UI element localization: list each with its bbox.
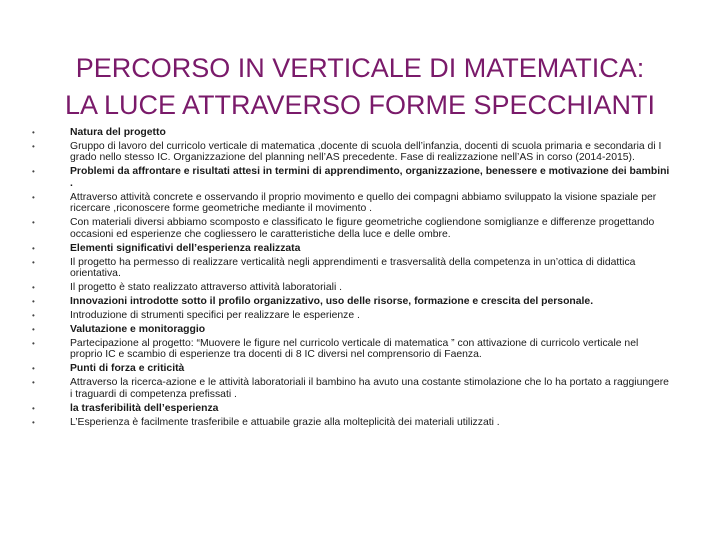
bullet-icon: • [32,403,35,413]
list-item-text: Attraverso la ricerca-azione e le attività laboratoriali il bambino ha avuto una costante stimolazione che lo ha portato a raggiungere i traguardi di competenza prefissati . [70,377,669,400]
list-item-text: Partecipazione al progetto: “Muovere le figure nel curricolo verticale di matematica ” con attivazione di curricolo verticale nel proprio IC e scambio di esperienze tra docenti di 8 IC diversi nel comprensorio di Faenza. [70,337,639,361]
list-item-text: Innovazioni introdotte sotto il profilo organizzativo, uso delle risorse, formazione e crescita del personale. [70,296,594,308]
list-item-text: Natura del progetto [70,127,166,138]
list-item [32,377,672,400]
bullet-icon: • [32,243,35,253]
bullet-icon: • [32,297,35,307]
list-item [32,166,672,189]
list-item [32,127,672,139]
bullet-icon: • [32,378,35,388]
list-item-text: L’Esperienza è facilmente trasferibile e attuabile grazie alla molteplicità dei materiali utilizzati . [70,416,500,428]
bullet-icon: • [32,141,35,151]
list-item-text: Attraverso attività concrete e osservando il proprio movimento e quello dei compagni abbiamo sviluppato la visione spaziale per ricercare ,riconoscere forme geometriche mediante il movimento . [70,191,657,215]
list-item-text: Problemi da affrontare e risultati attesi in termini di apprendimento, organizzazione, benessere e motivazione dei bambini . [70,166,670,189]
bullet-icon: • [32,283,35,293]
bullet-icon: • [32,192,35,202]
bullet-icon: • [32,218,35,228]
slide-title [40,50,680,124]
bullet-list [32,127,672,430]
list-item-text: Il progetto è stato realizzato attraverso attività laboratoriali . [70,282,343,294]
list-item [32,192,672,215]
list-item-text: Valutazione e monitoraggio [70,323,206,335]
bullet-icon: • [32,338,35,348]
list-item [32,243,672,255]
list-item [32,141,672,164]
list-item [32,310,672,322]
list-item [32,324,672,336]
list-item [32,282,672,294]
list-item-text: Elementi significativi dell’esperienza realizzata [70,242,301,254]
list-item [32,296,672,308]
title-line-1: PERCORSO IN VERTICALE DI MATEMATICA: [75,53,645,84]
list-item [32,257,672,280]
bullet-icon: • [32,310,35,320]
bullet-icon: • [32,417,35,427]
list-item-text: Introduzione di strumenti specifici per realizzare le esperienze . [70,309,360,321]
bullet-icon: • [32,167,35,177]
list-item [32,363,672,375]
bullet-icon: • [32,364,35,374]
title-line-2: LA LUCE ATTRAVERSO FORME SPECCHIANTI [64,90,656,121]
bullet-icon: • [32,324,35,334]
list-item [32,338,672,361]
list-item-text: la trasferibilità dell’esperienza [70,402,219,414]
list-item-text: Con materiali diversi abbiamo scomposto e classificato le figure geometriche cogliendone somiglianze e differenze progettando occasioni ed esperienze che cogliessero le caratteristiche della luce e delle ombre. [70,217,655,240]
list-item [32,403,672,415]
list-item [32,417,672,429]
list-item-text: Il progetto ha permesso di realizzare verticalità negli apprendimenti e trasversalità della competenza in un’ottica di didattica orientativa. [70,256,636,280]
list-item-text: Punti di forza e criticità [70,363,185,375]
list-item-text: Gruppo di lavoro del curricolo verticale di matematica ,docente di scuola dell’infanzia, docenti di scuola primaria e secondaria di I grado nello stesso IC. Organizzazione del planning nell’AS precedente. Fase di realizzazione nell’AS in corso (2014-2015). [70,140,662,164]
bullet-icon: • [32,128,35,137]
list-item [32,217,672,240]
bullet-icon: • [32,257,35,267]
